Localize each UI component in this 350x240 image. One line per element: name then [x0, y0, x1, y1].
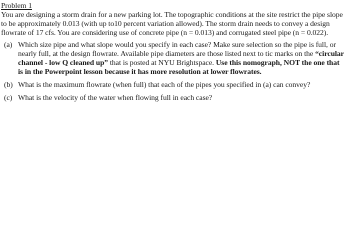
problem-title: Problem 1 [1, 1, 32, 10]
question-text [18, 40, 346, 76]
question-b [1, 80, 346, 89]
question-label: (a) [4, 40, 13, 50]
question-label: (c) [4, 93, 13, 103]
problem-intro: You are designing a storm drain for a new parking lot. The topographic conditions at the site restrict the pipe slope to be approximately 0.013 (with up to10 percent variation allowed). The storm drain needs to convey a design flowrate of 17 cfs. You are considering use of concrete pipe (n = 0.013) and corrugated steel pipe (n = 0.022). [1, 10, 343, 38]
question-a [1, 40, 346, 76]
document-page [0, 0, 350, 115]
question-label: (b) [4, 80, 13, 90]
question-text: What is the maximum flowrate (when full) that each of the pipes you specified in (a) can convey? [18, 80, 311, 90]
question-a-text-start: Which size pipe and what slope would you specify in each case? Make sure selection so the pipe is full, or nearly full, at the design flowrate. Available pipe diameters are those listed next to tic marks on the [18, 40, 336, 59]
question-a-text-mid: that is posted at NYU Brightspace. [108, 58, 216, 68]
nomograph-name: “circular channel - low Q cleaned up” [18, 49, 344, 68]
nomograph-instruction: Use this nomograph, NOT the one that is in the Powerpoint lesson because it has more resolution at lower flowrates. [18, 58, 340, 77]
question-text: What is the velocity of the water when flowing full in each case? [18, 93, 213, 103]
question-c [1, 93, 346, 102]
